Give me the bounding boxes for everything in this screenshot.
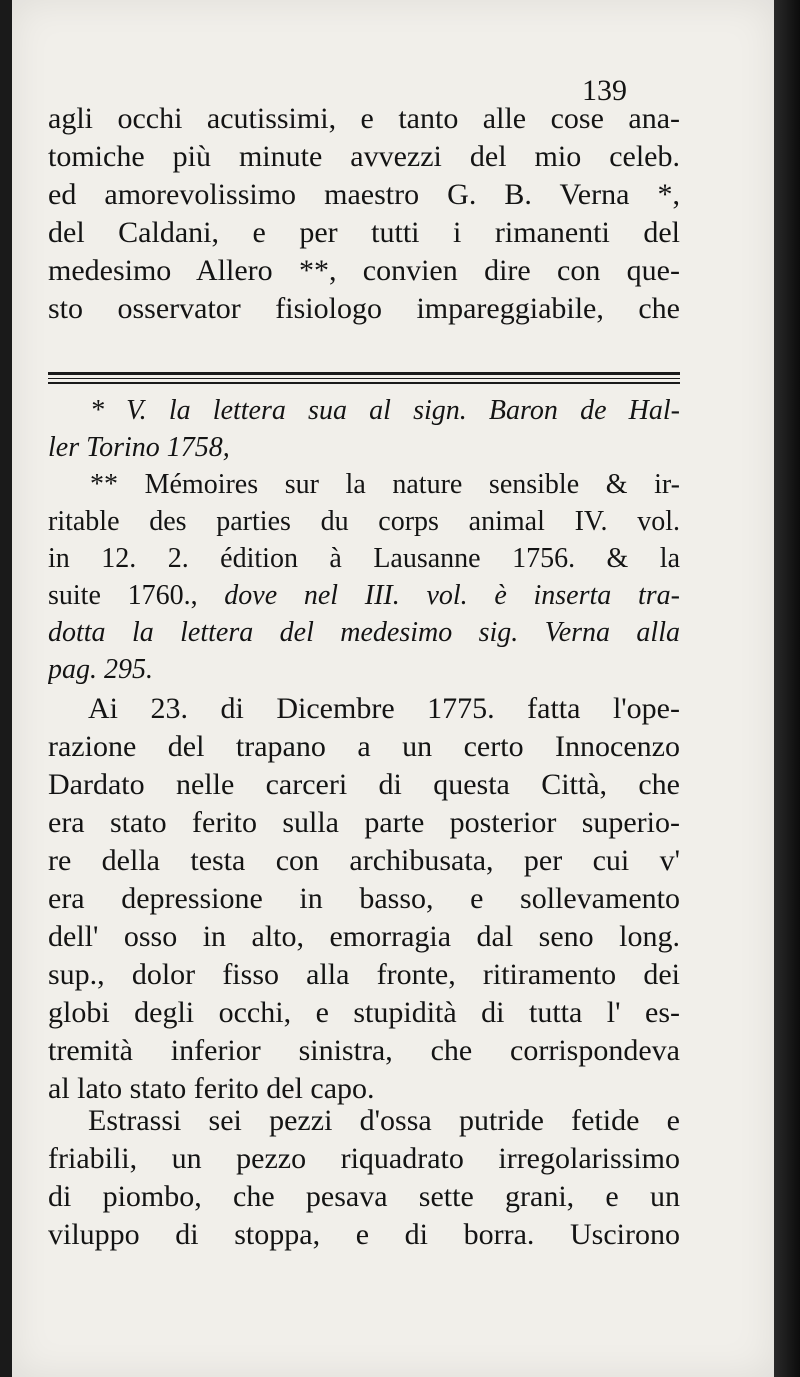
text-line: friabili, un pezzo riquadrato irregolarissimo bbox=[48, 1142, 680, 1175]
footnote-line: ler Torino 1758, bbox=[48, 432, 230, 463]
footnote-line: in 12. 2. édition à Lausanne 1756. & la bbox=[48, 543, 680, 574]
footnote-line: * V. la lettera sua al sign. Baron de Hal- bbox=[90, 395, 680, 426]
footnote-line: dotta la lettera del medesimo sig. Verna alla bbox=[48, 617, 680, 648]
footnote-separator-rule bbox=[48, 372, 680, 384]
text-line: al lato stato ferito del capo. bbox=[48, 1072, 375, 1105]
text-line: del Caldani, e per tutti i rimanenti del bbox=[48, 216, 680, 249]
text-line: medesimo Allero **, convien dire con que- bbox=[48, 254, 680, 287]
text-line: ed amorevolissimo maestro G. B. Verna *, bbox=[48, 178, 680, 211]
footnote-line: pag. 295. bbox=[48, 654, 153, 685]
text-line: sup., dolor fisso alla fronte, ritiramento dei bbox=[48, 958, 680, 991]
page-edge-shadow bbox=[774, 0, 800, 1377]
footnote-line-mixed bbox=[48, 577, 680, 614]
text-line: sto osservator fisiologo impareggiabile, che bbox=[48, 292, 680, 325]
text-line: tremità inferior sinistra, che corrispondeva bbox=[48, 1034, 680, 1067]
text-line: viluppo di stoppa, e di borra. Uscirono bbox=[48, 1218, 680, 1251]
footnote-roman-part: suite 1760., bbox=[48, 580, 225, 611]
text-line: globi degli occhi, e stupidità di tutta l' es- bbox=[48, 996, 680, 1029]
text-line: era stato ferito sulla parte posterior superio- bbox=[48, 806, 680, 839]
text-line: re della testa con archibusata, per cui v' bbox=[48, 844, 680, 877]
footnote-italic-part: dove nel III. vol. è inserta tra- bbox=[224, 580, 680, 611]
main-text-top bbox=[48, 100, 680, 328]
text-line: era depressione in basso, e sollevamento bbox=[48, 882, 680, 915]
main-text-bottom bbox=[48, 690, 680, 1108]
text-line: Estrassi sei pezzi d'ossa putride fetide e bbox=[88, 1104, 680, 1137]
text-line: dell' osso in alto, emorragia dal seno long. bbox=[48, 920, 680, 953]
text-line: di piombo, che pesava sette grani, e un bbox=[48, 1180, 680, 1213]
text-line: razione del trapano a un certo Innocenzo bbox=[48, 730, 680, 763]
text-line: tomiche più minute avvezzi del mio celeb. bbox=[48, 140, 680, 173]
page-number: 139 bbox=[582, 74, 627, 107]
footnote-line: ritable des parties du corps animal IV. vol. bbox=[48, 506, 680, 537]
text-line: agli occhi acutissimi, e tanto alle cose ana- bbox=[48, 102, 680, 135]
text-line: Dardato nelle carceri di questa Città, che bbox=[48, 768, 680, 801]
text-line: Ai 23. di Dicembre 1775. fatta l'ope- bbox=[88, 692, 680, 725]
footnote-line: ** Mémoires sur la nature sensible & ir- bbox=[90, 469, 680, 500]
footnotes bbox=[48, 392, 680, 688]
book-page bbox=[12, 0, 774, 1377]
main-text-final bbox=[48, 1102, 680, 1254]
